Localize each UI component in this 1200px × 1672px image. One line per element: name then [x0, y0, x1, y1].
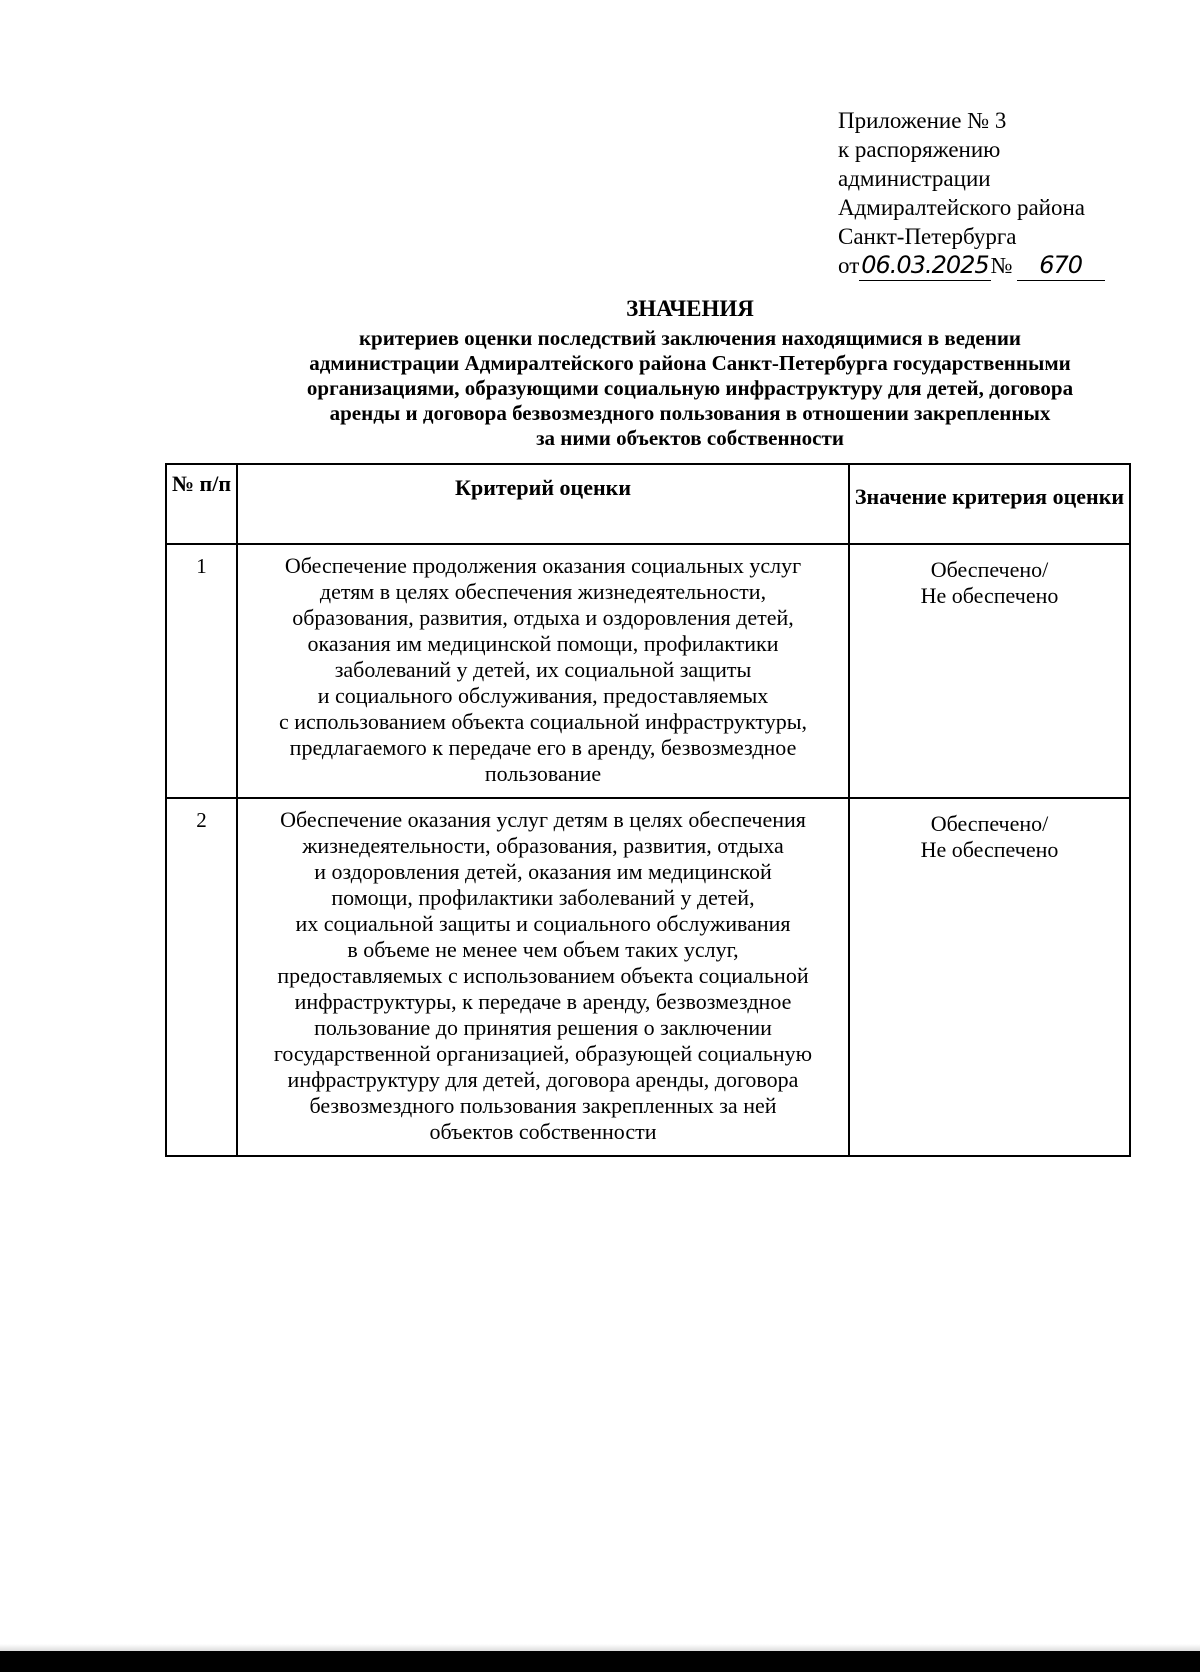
criterion-line: жизнедеятельности, образования, развития, отдыха	[302, 833, 784, 858]
table-row	[166, 544, 1130, 798]
appendix-line: к распоряжению	[838, 137, 1001, 162]
criterion-line: государственной организацией, образующей социальную	[273, 1041, 813, 1066]
subtitle-line: аренды и договора безвозмездного пользования в отношении закрепленных	[329, 401, 1051, 425]
subtitle-line: за ними объектов собственности	[536, 426, 844, 450]
row-number: 1	[166, 544, 237, 798]
table-header-row	[166, 464, 1130, 544]
appendix-block	[838, 106, 1168, 281]
document-subtitle	[190, 326, 1190, 451]
criterion-line: объектов собственности	[429, 1119, 657, 1144]
appendix-line: Приложение № 3	[838, 108, 1007, 133]
handwritten-date: 06.03.2025	[861, 251, 989, 279]
criterion-line: пользование	[484, 761, 602, 786]
criterion-line: в объеме не менее чем объем таких услуг,	[347, 937, 739, 962]
number-prefix: №	[990, 253, 1013, 278]
header-number: № п/п	[166, 464, 237, 544]
order-date-row	[838, 251, 1168, 281]
appendix-line: Санкт-Петербурга	[838, 224, 1017, 249]
criterion-line: образования, развития, отдыха и оздоровления детей,	[292, 605, 794, 630]
subtitle-line: администрации Адмиралтейского района Санкт-Петербурга государственными	[309, 351, 1071, 375]
criterion-line: пользование до принятия решения о заключении	[314, 1015, 772, 1040]
criterion-line: и социального обслуживания, предоставляемых	[317, 683, 769, 708]
criterion-line: с использованием объекта социальной инфраструктуры,	[278, 709, 808, 734]
appendix-line: Адмиралтейского района	[838, 195, 1085, 220]
value-line: Не обеспечено	[920, 583, 1059, 608]
value-line: Не обеспечено	[920, 837, 1059, 862]
document-title: ЗНАЧЕНИЯ	[626, 296, 754, 321]
criterion-line: заболеваний у детей, их социальной защиты	[334, 657, 752, 682]
criterion-line: инфраструктуру для детей, договора аренды, договора	[287, 1067, 799, 1092]
criterion-line: Обеспечение оказания услуг детям в целях обеспечения	[280, 807, 806, 832]
appendix-line: администрации	[838, 166, 991, 191]
date-prefix: от	[838, 253, 860, 278]
header-criterion: Критерий оценки	[237, 464, 849, 544]
criterion-line: предлагаемого к передаче его в аренду, безвозмездное	[289, 735, 797, 760]
row-criterion	[237, 544, 849, 798]
criterion-line: и оздоровления детей, оказания им медицинской	[314, 859, 772, 884]
subtitle-line: организациями, образующими социальную инфраструктуру для детей, договора	[306, 376, 1074, 400]
row-number: 2	[166, 798, 237, 1156]
subtitle-line: критериев оценки последствий заключения находящимися в ведении	[358, 326, 1022, 350]
value-line: Обеспечено/	[930, 557, 1049, 582]
criterion-line: инфраструктуры, к передаче в аренду, безвозмездное	[294, 989, 792, 1014]
scan-bottom-edge	[0, 1651, 1200, 1672]
criterion-line: безвозмездного пользования закрепленных за ней	[309, 1093, 777, 1118]
criterion-line: их социальной защиты и социального обслуживания	[295, 911, 791, 936]
criterion-line: детям в целях обеспечения жизнедеятельности,	[319, 579, 767, 604]
row-criterion	[237, 798, 849, 1156]
criterion-line: помощи, профилактики заболеваний у детей,	[331, 885, 755, 910]
row-value	[849, 798, 1130, 1156]
row-value	[849, 544, 1130, 798]
value-line: Обеспечено/	[930, 811, 1049, 836]
table-row	[166, 798, 1130, 1156]
criterion-line: предоставляемых с использованием объекта социальной	[277, 963, 809, 988]
handwritten-number: 670	[1017, 251, 1105, 281]
criterion-line: Обеспечение продолжения оказания социальных услуг	[284, 553, 802, 578]
criterion-line: оказания им медицинской помощи, профилактики	[307, 631, 779, 656]
header-value: Значение критерия оценки	[849, 464, 1130, 544]
criteria-table	[165, 463, 1131, 1157]
